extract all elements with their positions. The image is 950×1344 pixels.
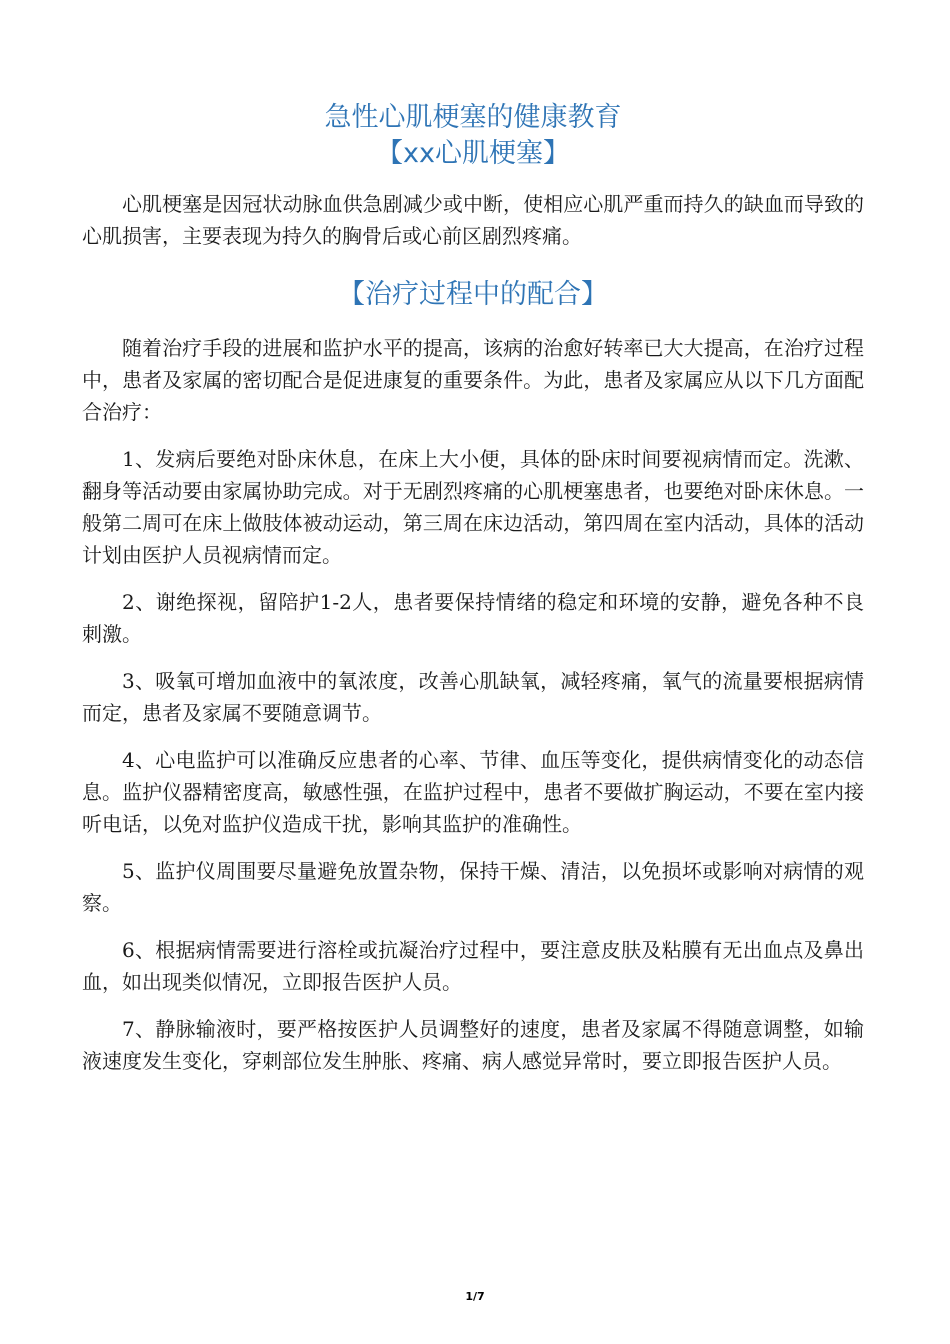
list-item-7: 7、静脉输液时，要严格按医护人员调整好的速度，患者及家属不得随意调整，如输液速度发生变化，穿刺部位发生肿胀、疼痛、病人感觉异常时，要立即报告医护人员。 — [82, 1017, 864, 1073]
intro-paragraph: 心肌梗塞是因冠状动脉血供急剧减少或中断，使相应心肌严重而持久的缺血而导致的心肌损害，主要表现为持久的胸骨后或心前区剧烈疼痛。 — [82, 192, 864, 248]
list-item-3: 3、吸氧可增加血液中的氧浓度，改善心肌缺氧，减轻疼痛，氧气的流量要根据病情而定，患者及家属不要随意调节。 — [82, 669, 864, 725]
list-item-4: 4、心电监护可以准确反应患者的心率、节律、血压等变化，提供病情变化的动态信息。监护仪器精密度高，敏感性强，在监护过程中，患者不要做扩胸运动，不要在室内接听电话，以免对监护仪造成干扰，影响其监护的准确性。 — [82, 748, 864, 836]
section-heading: 【治疗过程中的配合】 — [338, 279, 608, 310]
document-subtitle: 【xx心肌梗塞】 — [376, 138, 570, 169]
list-item-2: 2、谢绝探视，留陪护1-2人，患者要保持情绪的稳定和环境的安静，避免各种不良刺激。 — [82, 590, 864, 646]
document-title: 急性心肌梗塞的健康教育 — [324, 102, 622, 133]
list-item-6: 6、根据病情需要进行溶栓或抗凝治疗过程中，要注意皮肤及粘膜有无出血点及鼻出血，如出现类似情况，立即报告医护人员。 — [82, 938, 864, 994]
document-page — [82, 100, 864, 1092]
page-number: 1/7 — [465, 1290, 485, 1303]
section-intro-paragraph: 随着治疗手段的进展和监护水平的提高，该病的治愈好转率已大大提高，在治疗过程中，患者及家属的密切配合是促进康复的重要条件。为此，患者及家属应从以下几方面配合治疗： — [82, 336, 864, 424]
list-item-1: 1、发病后要绝对卧床休息，在床上大小便，具体的卧床时间要视病情而定。洗漱、翻身等活动要由家属协助完成。对于无剧烈疼痛的心肌梗塞患者，也要绝对卧床休息。一般第二周可在床上做肢体被动运动，第三周在床边活动，第四周在室内活动，具体的活动计划由医护人员视病情而定。 — [82, 447, 864, 567]
list-item-5: 5、监护仪周围要尽量避免放置杂物，保持干燥、清洁，以免损坏或影响对病情的观察。 — [82, 859, 864, 915]
